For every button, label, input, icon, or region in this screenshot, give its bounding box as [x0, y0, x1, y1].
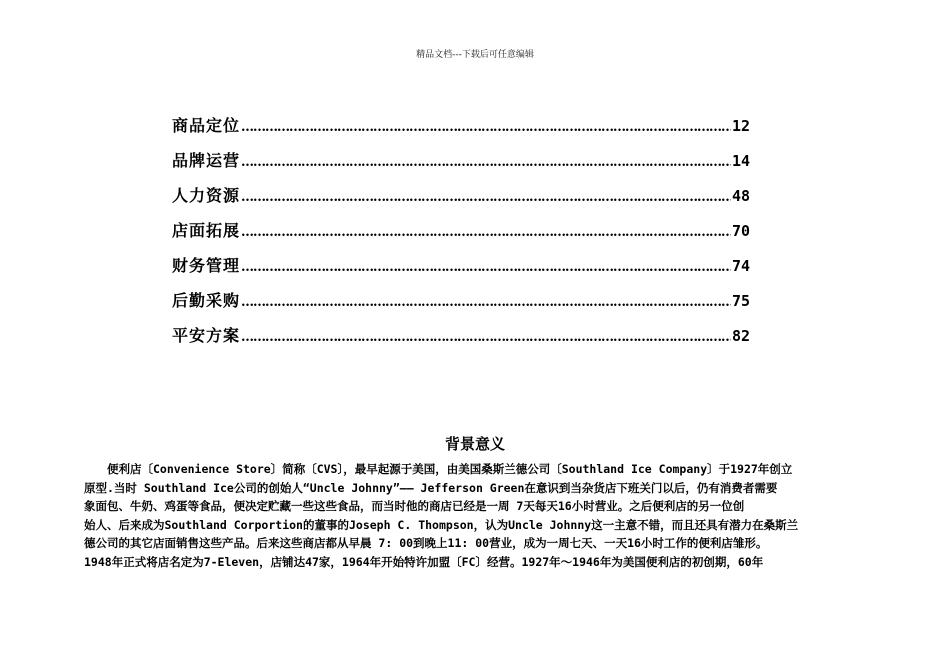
toc-entry-title: 平安方案 — [172, 326, 241, 345]
body-line: 原型.当时 Southland Ice公司的创始人“Uncle Johnny”—— Jefferson Green在意识到当杂货店下班关门以后，仍有消费者需要 — [84, 480, 778, 495]
toc-entry[interactable] — [172, 113, 750, 148]
body-line: 始人、后来成为Southland Corportion的董事的Joseph C. Thompson，认为Uncle Johnny这一主意不错，而且还具有潜力在桑斯兰 — [84, 517, 799, 532]
toc-entry-page: 82 — [731, 327, 750, 345]
body-line: 便利店〔Convenience Store〕简称〔CVS〕，最早起源于美国，由美国桑斯兰德公司〔Southland Ice Company〕于1927年创立 — [84, 462, 793, 476]
section-body — [84, 460, 876, 572]
toc-entry[interactable] — [172, 288, 750, 323]
toc-entry[interactable] — [172, 218, 750, 253]
toc-dot-leader — [241, 225, 731, 240]
toc-dot-leader — [241, 295, 731, 310]
toc-entry[interactable] — [172, 323, 750, 358]
toc-entry-title: 商品定位 — [172, 116, 241, 135]
page-header: 精品文档---下载后可任意编辑 — [416, 50, 534, 60]
toc-entry-title: 品牌运营 — [172, 151, 241, 170]
toc-entry-page: 14 — [731, 152, 750, 170]
toc-dot-leader — [241, 330, 731, 345]
toc-entry-page: 48 — [731, 187, 750, 205]
table-of-contents — [172, 113, 750, 358]
body-line: 象面包、牛奶、鸡蛋等食品，便决定贮藏一些这些食品，而当时他的商店已经是一周 7天每天16小时营业。之后便利店的另一位创 — [84, 499, 745, 514]
toc-entry-page: 75 — [731, 292, 750, 310]
toc-dot-leader — [241, 260, 731, 275]
toc-entry[interactable] — [172, 148, 750, 183]
toc-entry[interactable] — [172, 183, 750, 218]
toc-dot-leader — [241, 120, 731, 135]
toc-dot-leader — [241, 155, 731, 170]
toc-entry[interactable] — [172, 253, 750, 288]
toc-entry-title: 人力资源 — [172, 186, 241, 205]
toc-entry-page: 70 — [731, 222, 750, 240]
toc-entry-title: 店面拓展 — [172, 221, 241, 240]
toc-entry-title: 财务管理 — [172, 256, 241, 275]
body-line: 1948年正式将店名定为7-Eleven，店铺达47家，1964年开始特许加盟〔FC〕经营。1927年～1946年为美国便利店的初创期，60年 — [84, 554, 764, 569]
toc-dot-leader — [241, 190, 731, 205]
toc-entry-page: 74 — [731, 257, 750, 275]
toc-entry-page: 12 — [731, 117, 750, 135]
section-title: 背景意义 — [444, 435, 505, 453]
toc-entry-title: 后勤采购 — [172, 291, 241, 310]
body-line: 德公司的其它店面销售这些产品。后来这些商店都从早晨 7: 00到晚上11: 00营业，成为一周七天、一天16小时工作的便利店雏形。 — [84, 536, 768, 551]
